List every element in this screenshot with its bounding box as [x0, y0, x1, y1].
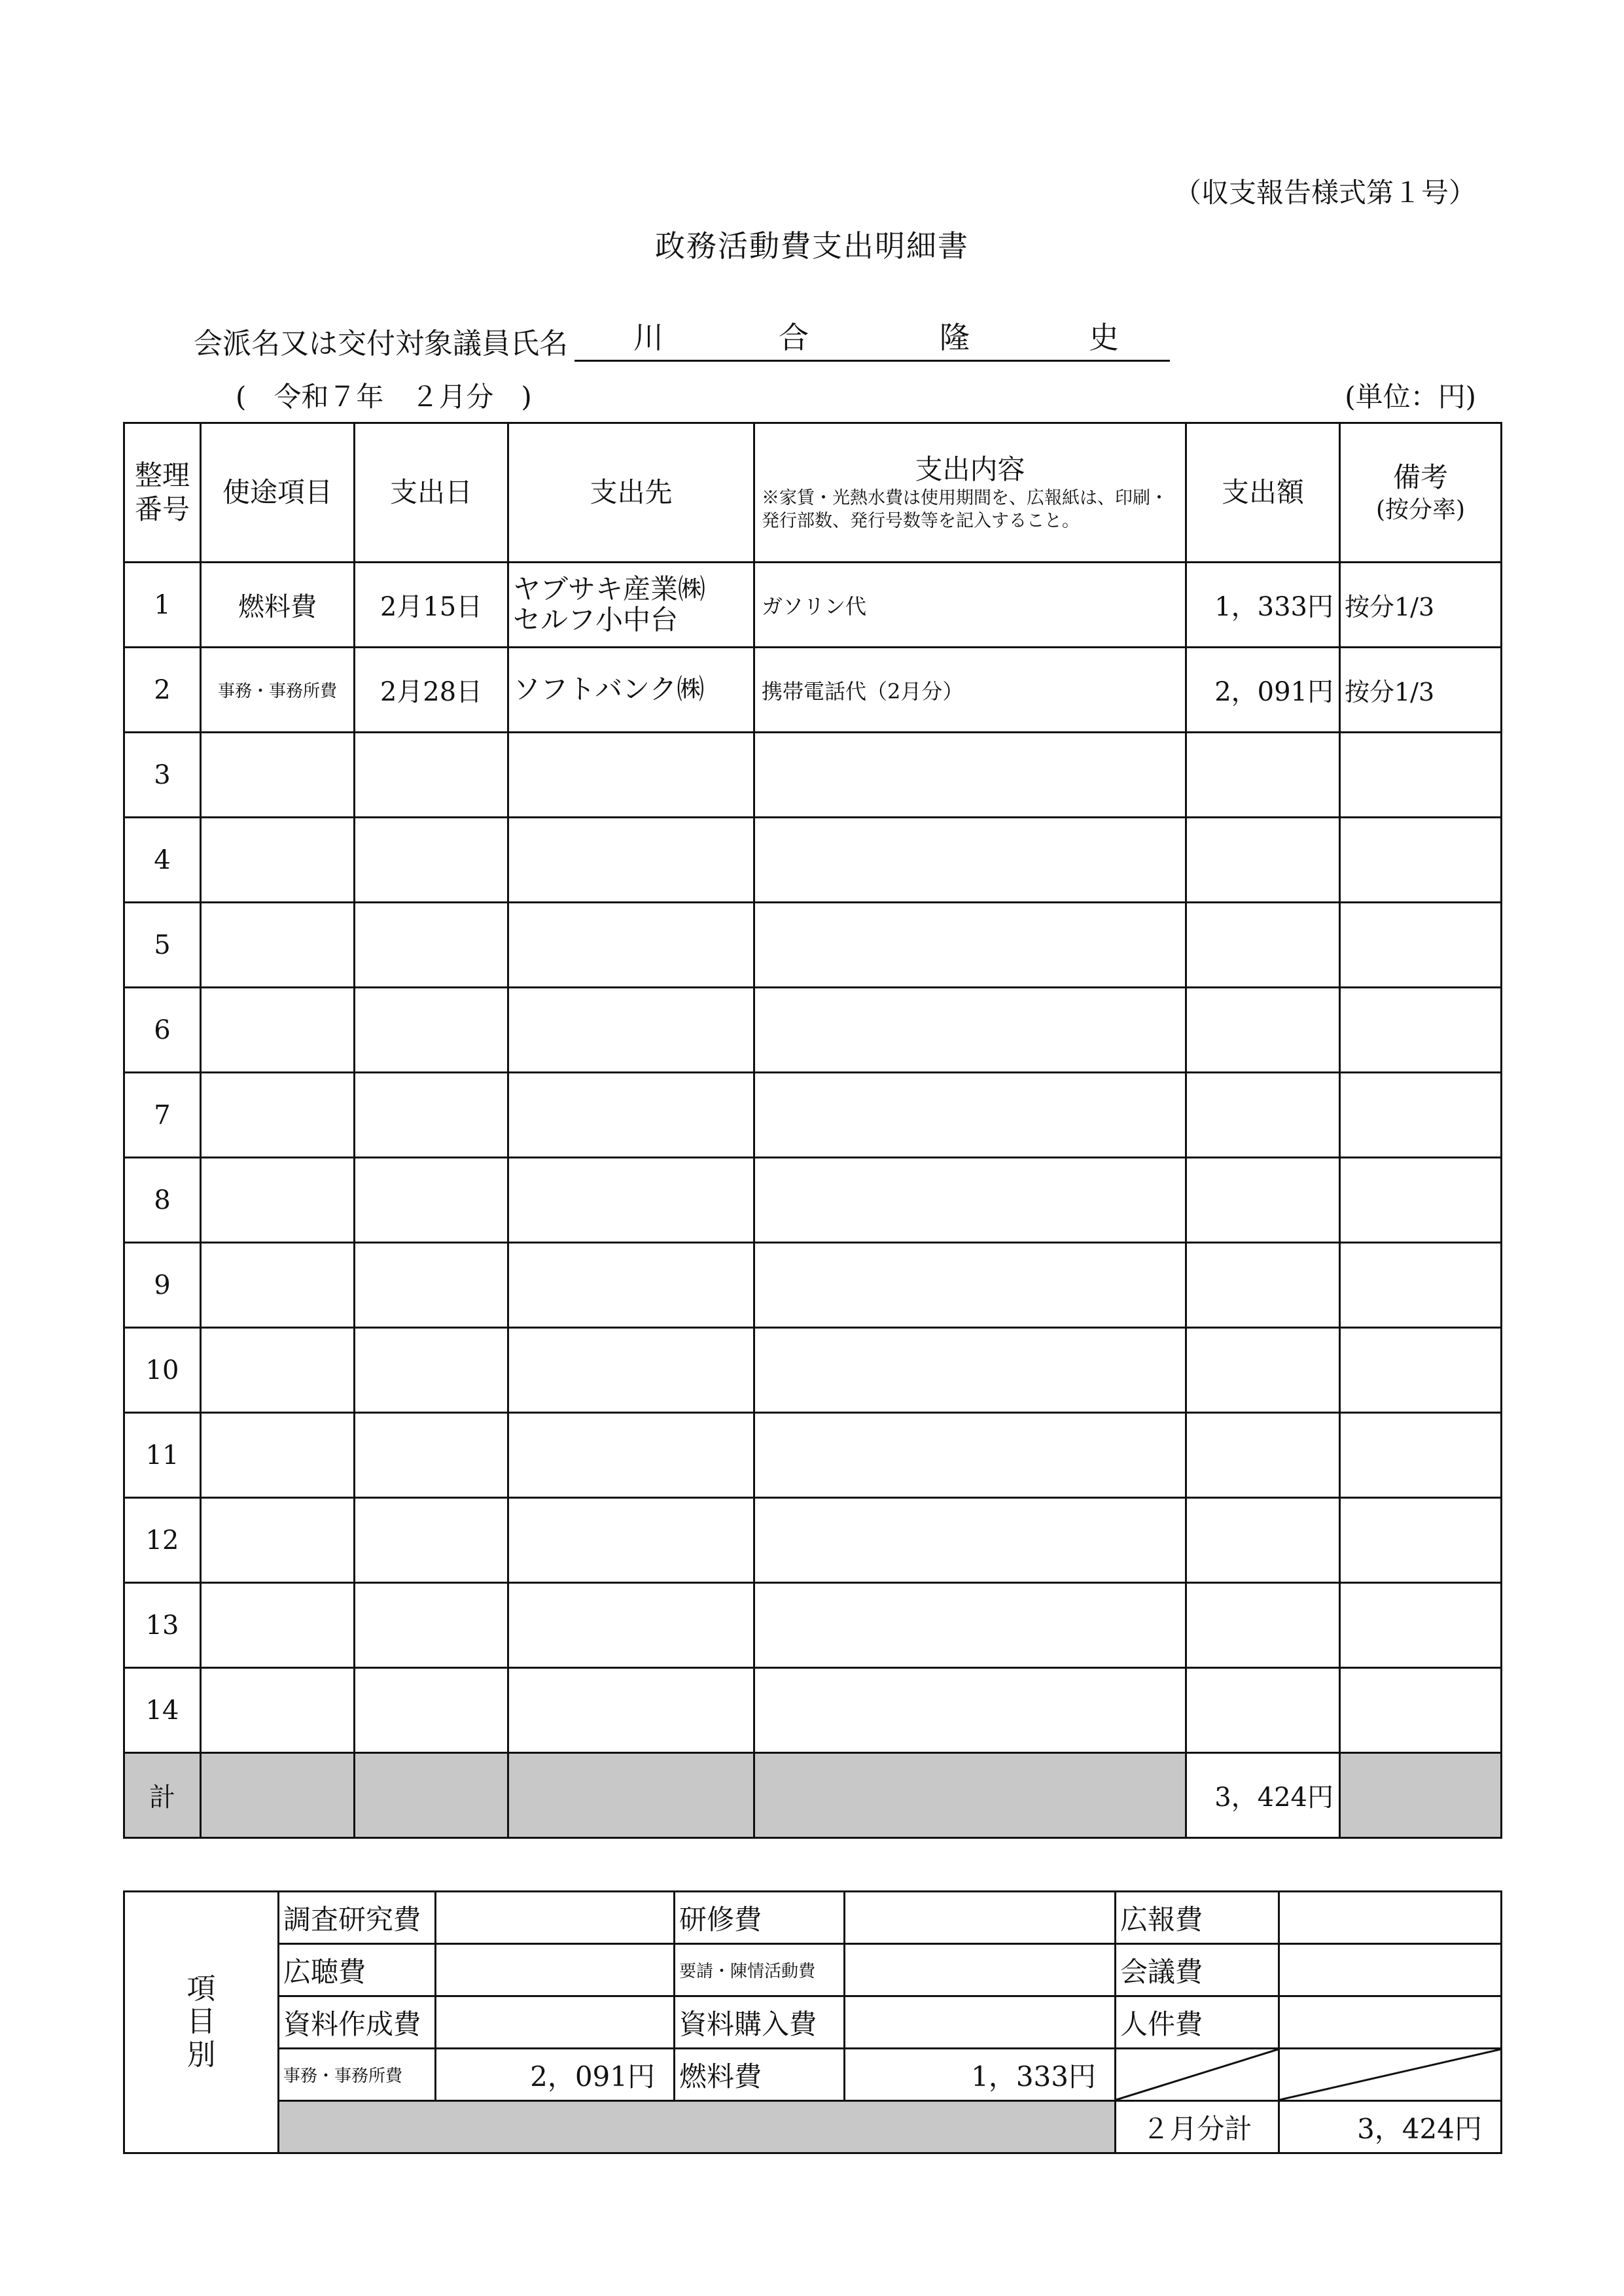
row-date — [355, 1328, 508, 1413]
table-row — [124, 818, 1502, 903]
category-summary-table — [123, 1890, 1502, 2154]
row-purpose — [201, 818, 355, 903]
row-date — [355, 1668, 508, 1753]
row-content: ガソリン代 — [754, 563, 1186, 648]
row-purpose — [201, 1498, 355, 1583]
row-no: 9 — [124, 1243, 201, 1328]
row-payee: ヤブサキ産業㈱ セルフ小中台 — [508, 563, 754, 648]
row-date — [355, 1073, 508, 1158]
table-row — [124, 563, 1502, 648]
row-remarks — [1340, 1413, 1502, 1498]
row-remarks — [1340, 1328, 1502, 1413]
member-label: 会派名又は交付対象議員氏名 — [194, 327, 568, 360]
row-no: 1 — [124, 563, 201, 648]
total-cell-empty — [754, 1753, 1186, 1838]
row-payee — [508, 1498, 754, 1583]
table-row — [124, 1668, 1502, 1753]
member-row — [194, 314, 1170, 362]
row-content: 携帯電話代（2月分） — [754, 648, 1186, 733]
row-no: 3 — [124, 733, 201, 818]
row-no: 8 — [124, 1158, 201, 1243]
row-purpose: 事務・事務所費 — [201, 648, 355, 733]
table-row — [124, 1243, 1502, 1328]
row-no: 10 — [124, 1328, 201, 1413]
row-remarks — [1340, 733, 1502, 818]
row-remarks — [1340, 1498, 1502, 1583]
row-no: 12 — [124, 1498, 201, 1583]
expense-detail-table — [123, 422, 1502, 1839]
member-name-char: 合 — [779, 320, 809, 355]
category-label: 資料作成費 — [279, 1996, 436, 2049]
member-name — [574, 314, 1170, 362]
row-amount — [1186, 733, 1340, 818]
category-total-row — [124, 2101, 1502, 2153]
row-content — [754, 1243, 1186, 1328]
row-purpose: 燃料費 — [201, 563, 355, 648]
row-amount — [1186, 1498, 1340, 1583]
row-purpose — [201, 1413, 355, 1498]
row-no: 4 — [124, 818, 201, 903]
row-content — [754, 733, 1186, 818]
total-cell-empty — [1340, 1753, 1502, 1838]
header-remarks — [1340, 423, 1502, 563]
category-total-blank — [279, 2101, 1116, 2153]
table-header-row — [124, 423, 1502, 563]
row-amount — [1186, 1243, 1340, 1328]
table-row — [124, 1073, 1502, 1158]
member-name-char: 史 — [1089, 320, 1119, 355]
row-payee — [508, 1413, 754, 1498]
category-label: 事務・事務所費 — [279, 2049, 436, 2101]
row-payee — [508, 1583, 754, 1668]
currency-unit: (単位：円) — [1345, 381, 1476, 413]
category-value — [436, 1892, 675, 1944]
category-label: 調査研究費 — [279, 1892, 436, 1944]
row-no: 11 — [124, 1413, 201, 1498]
row-content — [754, 1328, 1186, 1413]
row-purpose — [201, 1583, 355, 1668]
row-date — [355, 1583, 508, 1668]
row-date — [355, 733, 508, 818]
form-number: （収支報告様式第１号） — [1173, 177, 1476, 209]
category-value: 1，333円 — [845, 2049, 1116, 2101]
row-payee — [508, 1073, 754, 1158]
row-payee — [508, 1668, 754, 1753]
row-content — [754, 1498, 1186, 1583]
row-amount: 1，333円 — [1186, 563, 1340, 648]
header-content-title: 支出内容 — [915, 453, 1025, 485]
header-no: 整理番号 — [124, 423, 201, 563]
table-row — [124, 1413, 1502, 1498]
row-date — [355, 1413, 508, 1498]
row-purpose — [201, 1073, 355, 1158]
row-remarks — [1340, 1073, 1502, 1158]
table-row — [124, 1583, 1502, 1668]
row-amount — [1186, 1668, 1340, 1753]
row-content — [754, 818, 1186, 903]
row-amount — [1186, 1328, 1340, 1413]
row-payee — [508, 988, 754, 1073]
category-value — [1279, 1892, 1502, 1944]
row-amount — [1186, 988, 1340, 1073]
header-amount: 支出額 — [1186, 423, 1340, 563]
row-purpose — [201, 988, 355, 1073]
member-name-char: 隆 — [940, 320, 970, 355]
total-amount: 3，424円 — [1186, 1753, 1340, 1838]
member-name-char: 川 — [633, 320, 663, 355]
row-date — [355, 1158, 508, 1243]
table-row — [124, 1158, 1502, 1243]
row-content — [754, 1073, 1186, 1158]
row-remarks: 按分1/3 — [1340, 563, 1502, 648]
category-value — [845, 1996, 1116, 2049]
category-value — [845, 1892, 1116, 1944]
row-no: 5 — [124, 903, 201, 988]
total-cell-empty — [508, 1753, 754, 1838]
row-content — [754, 1413, 1186, 1498]
diagonal-line — [1116, 2049, 1278, 2100]
category-row — [124, 1892, 1502, 1944]
row-date — [355, 988, 508, 1073]
row-date — [355, 1498, 508, 1583]
table-row — [124, 1498, 1502, 1583]
category-row — [124, 1996, 1502, 2049]
month-total-label: ２月分計 — [1116, 2101, 1279, 2153]
row-content — [754, 988, 1186, 1073]
category-value — [845, 1944, 1116, 1996]
category-label: 広聴費 — [279, 1944, 436, 1996]
category-row — [124, 2049, 1502, 2101]
row-purpose — [201, 733, 355, 818]
header-content — [754, 423, 1186, 563]
category-label: 研修費 — [675, 1892, 845, 1944]
row-remarks — [1340, 988, 1502, 1073]
row-date — [355, 903, 508, 988]
row-no: 6 — [124, 988, 201, 1073]
row-amount — [1186, 1158, 1340, 1243]
row-no: 7 — [124, 1073, 201, 1158]
category-value — [436, 1996, 675, 2049]
row-purpose — [201, 1668, 355, 1753]
row-remarks — [1340, 1583, 1502, 1668]
total-cell-empty — [201, 1753, 355, 1838]
row-date — [355, 818, 508, 903]
row-purpose — [201, 1158, 355, 1243]
total-row — [124, 1753, 1502, 1838]
category-side-label: 項目別 — [124, 1892, 279, 2153]
category-value — [1279, 1996, 1502, 2049]
row-amount — [1186, 903, 1340, 988]
category-value — [1279, 1944, 1502, 1996]
header-remarks-sub: (按分率) — [1375, 496, 1466, 523]
category-label: 要請・陳情活動費 — [675, 1944, 845, 1996]
month-total-amount: 3，424円 — [1279, 2101, 1502, 2153]
row-payee — [508, 1243, 754, 1328]
category-label: 燃料費 — [675, 2049, 845, 2101]
row-purpose — [201, 903, 355, 988]
header-purpose: 使途項目 — [201, 423, 355, 563]
document-title: 政務活動費支出明細書 — [655, 228, 969, 264]
row-payee: ソフトバンク㈱ — [508, 648, 754, 733]
category-row — [124, 1944, 1502, 1996]
table-row — [124, 733, 1502, 818]
row-remarks — [1340, 1668, 1502, 1753]
table-row — [124, 1328, 1502, 1413]
header-remarks-title: 備考 — [1392, 461, 1448, 494]
row-payee — [508, 1328, 754, 1413]
category-value: 2，091円 — [436, 2049, 675, 2101]
header-payee: 支出先 — [508, 423, 754, 563]
row-purpose — [201, 1328, 355, 1413]
table-row — [124, 648, 1502, 733]
row-remarks — [1340, 818, 1502, 903]
category-label: 会議費 — [1116, 1944, 1279, 1996]
row-remarks: 按分1/3 — [1340, 648, 1502, 733]
row-no: 13 — [124, 1583, 201, 1668]
row-remarks — [1340, 903, 1502, 988]
category-label: 広報費 — [1116, 1892, 1279, 1944]
row-date: 2月15日 — [355, 563, 508, 648]
category-label: 人件費 — [1116, 1996, 1279, 2049]
row-no: 14 — [124, 1668, 201, 1753]
row-payee — [508, 818, 754, 903]
header-date: 支出日 — [355, 423, 508, 563]
table-row — [124, 988, 1502, 1073]
total-label: 計 — [124, 1753, 201, 1838]
row-amount — [1186, 818, 1340, 903]
total-cell-empty — [355, 1753, 508, 1838]
row-content — [754, 1583, 1186, 1668]
row-amount — [1186, 1583, 1340, 1668]
diagonal-line — [1280, 2049, 1500, 2100]
row-payee — [508, 1158, 754, 1243]
diagonal-strike-cell — [1279, 2049, 1502, 2101]
category-value — [436, 1944, 675, 1996]
row-payee — [508, 733, 754, 818]
row-content — [754, 1668, 1186, 1753]
row-purpose — [201, 1243, 355, 1328]
row-remarks — [1340, 1243, 1502, 1328]
diagonal-strike-cell — [1116, 2049, 1279, 2101]
header-content-note: ※家賃・光熱水費は使用期間を、広報紙は、印刷・発行部数、発行号数等を記入すること。 — [762, 488, 1168, 532]
row-date: 2月28日 — [355, 648, 508, 733]
row-amount: 2，091円 — [1186, 648, 1340, 733]
row-payee — [508, 903, 754, 988]
row-content — [754, 1158, 1186, 1243]
row-remarks — [1340, 1158, 1502, 1243]
report-period: ( 令和７年 ２月分 ) — [236, 381, 532, 413]
row-date — [355, 1243, 508, 1328]
table-row — [124, 903, 1502, 988]
row-no: 2 — [124, 648, 201, 733]
row-amount — [1186, 1413, 1340, 1498]
row-content — [754, 903, 1186, 988]
row-amount — [1186, 1073, 1340, 1158]
category-label: 資料購入費 — [675, 1996, 845, 2049]
